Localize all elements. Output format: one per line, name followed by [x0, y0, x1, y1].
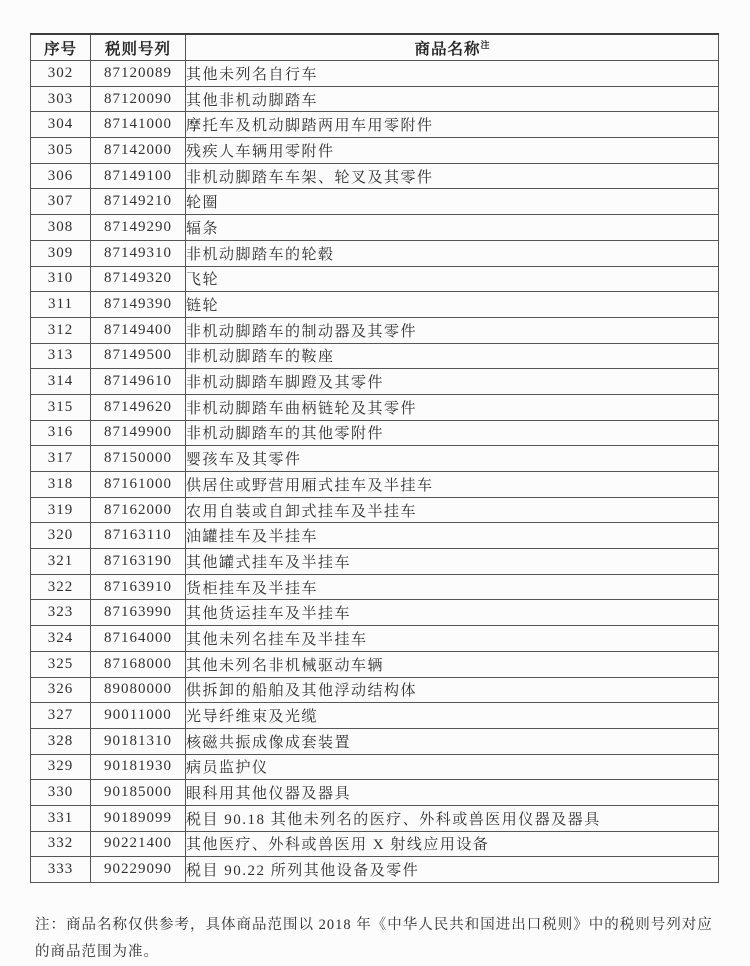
cell-product-name: 非机动脚踏车脚蹬及其零件: [186, 369, 719, 395]
cell-product-name: 婴孩车及其零件: [186, 446, 719, 472]
table-row: [31, 343, 719, 369]
cell-product-name: 飞轮: [186, 266, 719, 292]
table-row: [31, 728, 719, 754]
header-serial-label: 序号: [43, 40, 77, 58]
cell-tariff-code: 87149390: [91, 292, 186, 318]
table-row: [31, 317, 719, 343]
cell-tariff-code: 90181310: [91, 728, 186, 754]
table-row: [31, 626, 719, 652]
cell-tariff-code: 87149210: [91, 189, 186, 215]
cell-serial-number: 324: [31, 626, 91, 652]
cell-serial-number: 321: [31, 549, 91, 575]
table-row: [31, 805, 719, 831]
cell-product-name: 税目 90.18 其他未列名的医疗、外科或兽医用仪器及器具: [186, 805, 719, 831]
cell-tariff-code: 87163190: [91, 549, 186, 575]
cell-tariff-code: 90221400: [91, 831, 186, 857]
cell-product-name: 非机动脚踏车的制动器及其零件: [186, 317, 719, 343]
cell-serial-number: 312: [31, 317, 91, 343]
cell-product-name: 非机动脚踏车车架、轮叉及其零件: [186, 163, 719, 189]
table-row: [31, 189, 719, 215]
cell-serial-number: 306: [31, 163, 91, 189]
table-row: [31, 651, 719, 677]
header-row: [31, 34, 719, 61]
table-row: [31, 831, 719, 857]
cell-tariff-code: 90229090: [91, 857, 186, 883]
table-row: [31, 266, 719, 292]
cell-serial-number: 314: [31, 369, 91, 395]
cell-serial-number: 305: [31, 138, 91, 164]
cell-product-name: 非机动脚踏车的轮毂: [186, 240, 719, 266]
header-tariff-code: [91, 34, 186, 61]
cell-product-name: 农用自装或自卸式挂车及半挂车: [186, 497, 719, 523]
cell-serial-number: 323: [31, 600, 91, 626]
cell-tariff-code: 87149610: [91, 369, 186, 395]
table-row: [31, 754, 719, 780]
cell-tariff-code: 90185000: [91, 780, 186, 806]
cell-tariff-code: 87163110: [91, 523, 186, 549]
cell-product-name: 供拆卸的船舶及其他浮动结构体: [186, 677, 719, 703]
cell-product-name: 其他未列名自行车: [186, 61, 719, 87]
cell-product-name: 核磁共振成像成套装置: [186, 728, 719, 754]
cell-product-name: 眼科用其他仪器及器具: [186, 780, 719, 806]
table-row: [31, 369, 719, 395]
cell-serial-number: 317: [31, 446, 91, 472]
cell-product-name: 非机动脚踏车的其他零附件: [186, 420, 719, 446]
cell-tariff-code: 87163910: [91, 574, 186, 600]
table-row: [31, 86, 719, 112]
table-body: [31, 61, 719, 883]
cell-tariff-code: 90189099: [91, 805, 186, 831]
tariff-table: [30, 33, 719, 883]
cell-product-name: 货柜挂车及半挂车: [186, 574, 719, 600]
cell-product-name: 轮圈: [186, 189, 719, 215]
cell-tariff-code: 87149320: [91, 266, 186, 292]
cell-tariff-code: 87120089: [91, 61, 186, 87]
table-row: [31, 138, 719, 164]
cell-serial-number: 315: [31, 394, 91, 420]
cell-product-name: 摩托车及机动脚踏两用车用零附件: [186, 112, 719, 138]
table-row: [31, 549, 719, 575]
table-row: [31, 446, 719, 472]
cell-serial-number: 307: [31, 189, 91, 215]
table-row: [31, 703, 719, 729]
table-row: [31, 112, 719, 138]
table-row: [31, 163, 719, 189]
cell-tariff-code: 90181930: [91, 754, 186, 780]
table-row: [31, 600, 719, 626]
cell-serial-number: 311: [31, 292, 91, 318]
table-row: [31, 292, 719, 318]
cell-tariff-code: 87164000: [91, 626, 186, 652]
cell-serial-number: 326: [31, 677, 91, 703]
cell-serial-number: 316: [31, 420, 91, 446]
cell-serial-number: 331: [31, 805, 91, 831]
cell-product-name: 其他罐式挂车及半挂车: [186, 549, 719, 575]
header-serial-number: [31, 34, 91, 61]
cell-tariff-code: 87161000: [91, 472, 186, 498]
cell-product-name: 残疾人车辆用零附件: [186, 138, 719, 164]
footnote: 注：商品名称仅供参考，具体商品范围以 2018 年《中华人民共和国进出口税则》中的税则号列对应的商品范围为准。: [35, 917, 713, 960]
table-row: [31, 420, 719, 446]
cell-product-name: 其他未列名挂车及半挂车: [186, 626, 719, 652]
cell-tariff-code: 87162000: [91, 497, 186, 523]
table-row: [31, 394, 719, 420]
cell-serial-number: 303: [31, 86, 91, 112]
cell-serial-number: 325: [31, 651, 91, 677]
cell-serial-number: 304: [31, 112, 91, 138]
cell-serial-number: 310: [31, 266, 91, 292]
cell-tariff-code: 90011000: [91, 703, 186, 729]
cell-serial-number: 327: [31, 703, 91, 729]
cell-serial-number: 329: [31, 754, 91, 780]
cell-tariff-code: 87149500: [91, 343, 186, 369]
cell-serial-number: 319: [31, 497, 91, 523]
cell-tariff-code: 89080000: [91, 677, 186, 703]
cell-product-name: 油罐挂车及半挂车: [186, 523, 719, 549]
cell-serial-number: 313: [31, 343, 91, 369]
table-header: [31, 34, 719, 61]
cell-tariff-code: 87168000: [91, 651, 186, 677]
cell-product-name: 其他医疗、外科或兽医用 X 射线应用设备: [186, 831, 719, 857]
table-row: [31, 677, 719, 703]
cell-serial-number: 308: [31, 215, 91, 241]
cell-tariff-code: 87149310: [91, 240, 186, 266]
table-row: [31, 857, 719, 883]
cell-product-name: 税目 90.22 所列其他设备及零件: [186, 857, 719, 883]
cell-serial-number: 322: [31, 574, 91, 600]
header-note-superscript: 注: [480, 39, 490, 50]
cell-serial-number: 302: [31, 61, 91, 87]
cell-product-name: 链轮: [186, 292, 719, 318]
cell-product-name: 病员监护仪: [186, 754, 719, 780]
cell-serial-number: 318: [31, 472, 91, 498]
cell-product-name: 光导纤维束及光缆: [186, 703, 719, 729]
cell-tariff-code: 87149290: [91, 215, 186, 241]
cell-tariff-code: 87149620: [91, 394, 186, 420]
cell-serial-number: 332: [31, 831, 91, 857]
table-row: [31, 523, 719, 549]
table-row: [31, 215, 719, 241]
cell-serial-number: 333: [31, 857, 91, 883]
cell-tariff-code: 87149900: [91, 420, 186, 446]
cell-serial-number: 330: [31, 780, 91, 806]
table-row: [31, 61, 719, 87]
cell-tariff-code: 87149400: [91, 317, 186, 343]
cell-serial-number: 309: [31, 240, 91, 266]
cell-serial-number: 320: [31, 523, 91, 549]
table-row: [31, 497, 719, 523]
header-product-name: [186, 34, 719, 61]
cell-product-name: 供居住或野营用厢式挂车及半挂车: [186, 472, 719, 498]
cell-tariff-code: 87149100: [91, 163, 186, 189]
table-row: [31, 240, 719, 266]
cell-product-name: 其他未列名非机械驱动车辆: [186, 651, 719, 677]
table-row: [31, 472, 719, 498]
cell-tariff-code: 87142000: [91, 138, 186, 164]
cell-tariff-code: 87163990: [91, 600, 186, 626]
cell-serial-number: 328: [31, 728, 91, 754]
cell-product-name: 非机动脚踏车曲柄链轮及其零件: [186, 394, 719, 420]
cell-product-name: 其他非机动脚踏车: [186, 86, 719, 112]
cell-tariff-code: 87150000: [91, 446, 186, 472]
cell-tariff-code: 87141000: [91, 112, 186, 138]
cell-product-name: 其他货运挂车及半挂车: [186, 600, 719, 626]
table-row: [31, 780, 719, 806]
header-product-label: 商品名称: [414, 40, 481, 58]
table-row: [31, 574, 719, 600]
header-tariff-label: 税则号列: [104, 40, 171, 58]
cell-tariff-code: 87120090: [91, 86, 186, 112]
cell-product-name: 辐条: [186, 215, 719, 241]
cell-product-name: 非机动脚踏车的鞍座: [186, 343, 719, 369]
